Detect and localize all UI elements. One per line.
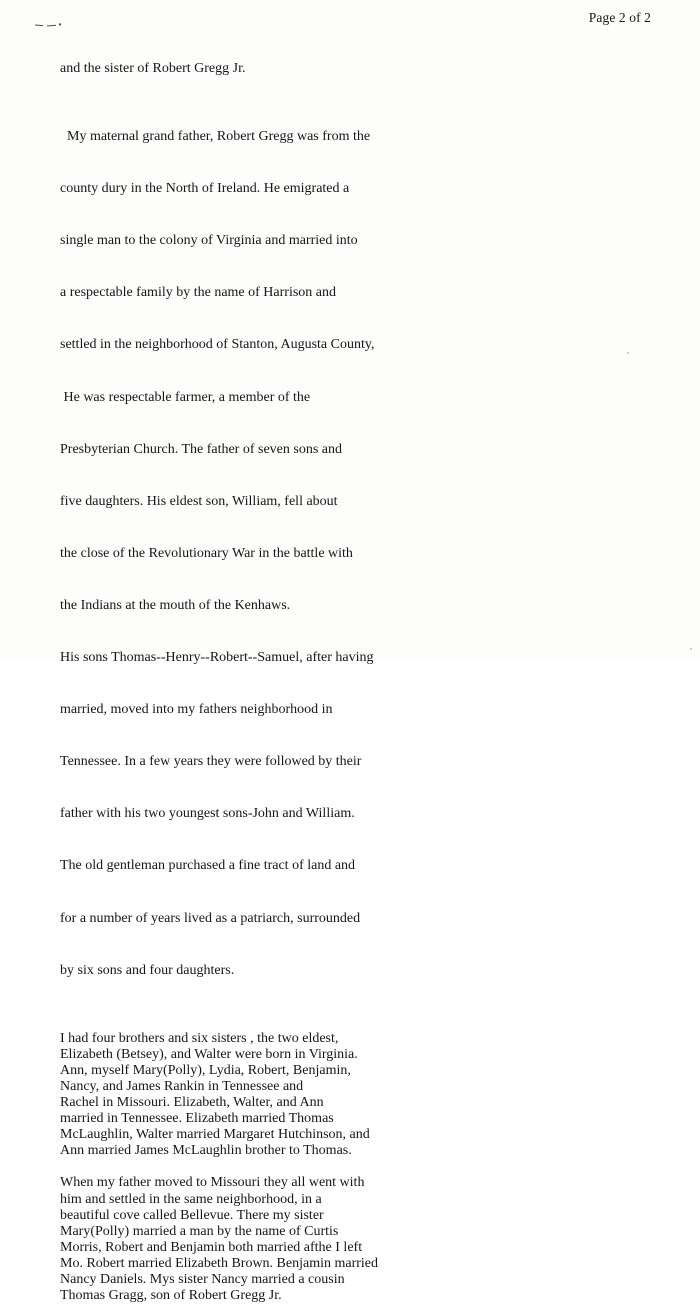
paragraph-3 <box>60 1031 400 1160</box>
text-line: Elizabeth (Betsey), and Walter were born in Virginia. <box>60 1046 358 1062</box>
text-line: married in Tennessee. Elizabeth married Thomas <box>60 1111 334 1127</box>
text-line: Ann, myself Mary(Polly), Lydia, Robert, Benjamin, <box>60 1062 351 1078</box>
text-line: Nancy Daniels. Mys sister Nancy married a cousin <box>60 1272 345 1287</box>
text-line: single man to the colony of Virginia and married into <box>60 233 358 249</box>
text-line: a respectable family by the name of Harrison and <box>60 285 337 301</box>
scan-speck <box>690 648 692 650</box>
text-line: father with his two youngest sons-John and William. <box>60 806 355 822</box>
text-line: Mary(Polly) married a man by the name of Curtis <box>60 1223 339 1239</box>
text-line: Tennessee. In a few years they were followed by their <box>60 754 362 770</box>
text-line: The old gentleman purchased a fine tract of land and <box>60 858 356 874</box>
text-line: Ann married James McLaughlin brother to Thomas. <box>60 1143 352 1159</box>
text-line: My maternal grand father, Robert Gregg was from the <box>60 129 371 145</box>
text-line: Mo. Robert married Elizabeth Brown. Benjamin married <box>60 1255 379 1271</box>
text-line: His sons Thomas--Henry--Robert--Samuel, after having <box>60 650 374 666</box>
scan-mark-icon <box>34 22 64 28</box>
paragraph-gap <box>60 1015 400 1031</box>
text-line: McLaughlin, Walter married Margaret Hutchinson, and <box>60 1127 370 1143</box>
text-line: and the sister of Robert Gregg Jr. <box>60 61 246 76</box>
page-number: Page 2 of 2 <box>588 10 651 25</box>
text-line: the close of the Revolutionary War in the battle with <box>60 545 353 561</box>
text-line: Thomas Gragg, son of Robert Gregg Jr. <box>60 1288 282 1304</box>
text-line: married, moved into my fathers neighborhood in <box>60 702 333 718</box>
text-line: him and settled in the same neighborhood, in a <box>60 1191 322 1207</box>
paragraph-2 <box>60 93 400 1015</box>
text-line: He was respectable farmer, a member of the <box>60 389 311 405</box>
text-line: Nancy, and James Rankin in Tennessee and <box>60 1078 304 1094</box>
text-line: five daughters. His eldest son, William, fell about <box>60 493 338 509</box>
text-line: county dury in the North of Ireland. He emigrated a <box>60 181 350 197</box>
paragraph-1 <box>60 61 400 77</box>
text-line: by six sons and four daughters. <box>60 962 235 978</box>
scan-speck <box>627 352 629 354</box>
text-line: Morris, Robert and Benjamin both married afthe I left <box>60 1239 363 1255</box>
paragraph-gap <box>60 1159 400 1175</box>
text-line: beautiful cove called Bellevue. There my sister <box>60 1207 324 1223</box>
letter-body <box>60 61 400 1304</box>
text-line: for a number of years lived as a patriarch, surrounded <box>60 910 361 926</box>
text-line: Rachel in Missouri. Elizabeth, Walter, and Ann <box>60 1095 324 1111</box>
paragraph-4 <box>60 1175 400 1304</box>
text-line: settled in the neighborhood of Stanton, Augusta County, <box>60 337 375 353</box>
text-line: Presbyterian Church. The father of seven sons and <box>60 441 342 457</box>
paragraph-gap <box>60 77 400 93</box>
text-line: I had four brothers and six sisters , the two eldest, <box>60 1030 339 1046</box>
text-line: When my father moved to Missouri they all went with <box>60 1175 365 1191</box>
text-line: the Indians at the mouth of the Kenhaws. <box>60 597 291 613</box>
